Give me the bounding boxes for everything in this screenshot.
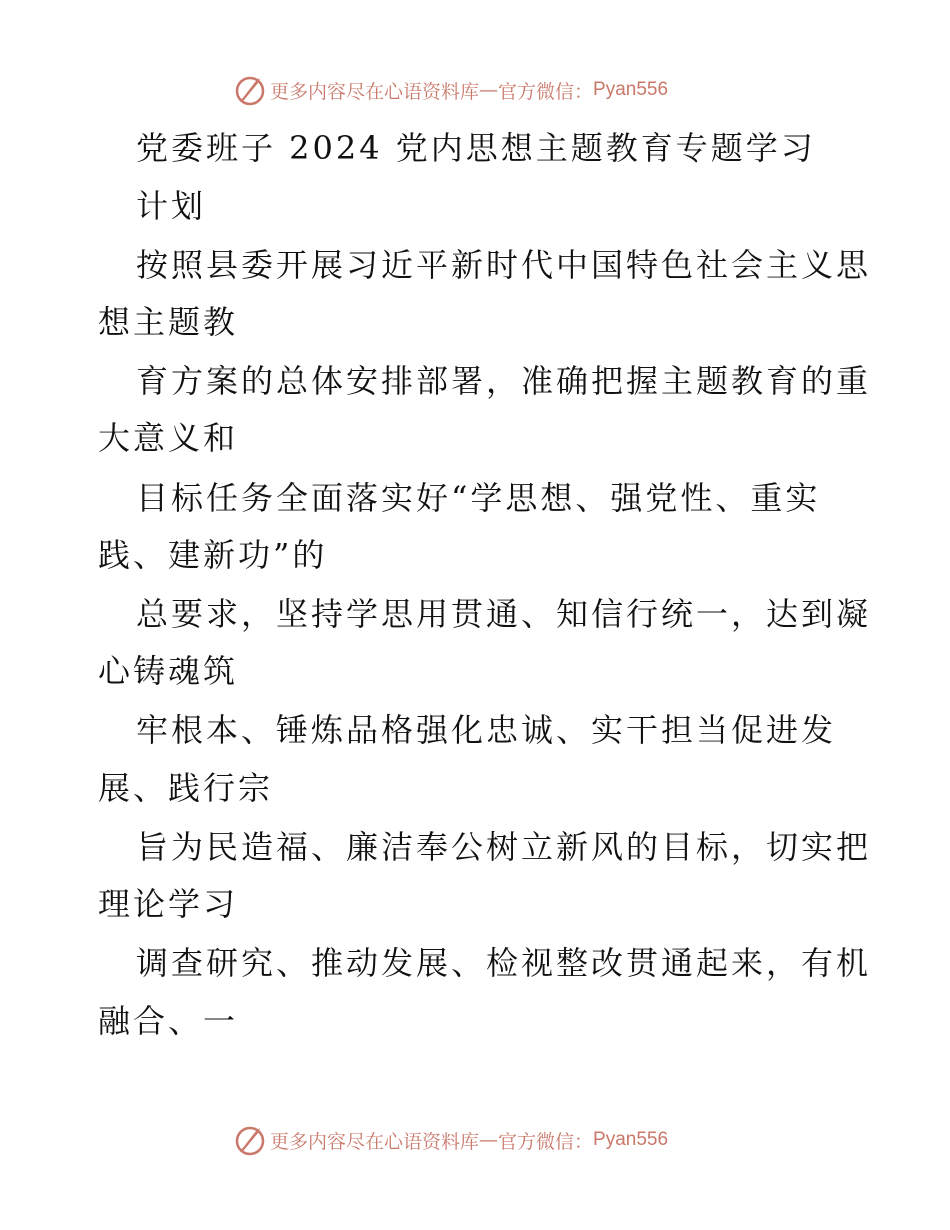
paragraph-line: 理论学习 [98,885,239,923]
header-banner [232,70,668,110]
banner-dash: — [479,1129,499,1151]
quill-pen-logo-icon [232,72,268,108]
document-title-line-2: 计划 [136,187,207,225]
paragraph-line: 育方案的总体安排部署，准确把握主题教育的重 [136,362,872,400]
document-title-line-1: 党委班子 2024 党内思想主题教育专题学习 [136,129,816,167]
paragraph-line: 牢根本、锤炼品格强化忠诚、实干担当促进发 [136,711,837,749]
official-wechat-label: 官方微信： [498,80,594,103]
paragraph-line: 按照县委开展习近平新时代中国特色社会主义思 [136,246,872,284]
banner-dash: — [479,79,499,101]
library-text: 更多内容尽在心语资料库 [270,1130,480,1153]
paragraph-line: 践、建新功”的 [98,536,328,574]
paragraph-line: 展、践行宗 [98,769,274,807]
library-text: 更多内容尽在心语资料库 [270,80,480,103]
footer-banner [232,1120,668,1160]
paragraph-line: 总要求，坚持学思用贯通、知信行统一，达到凝 [136,595,872,633]
paragraph-line: 旨为民造福、廉洁奉公树立新风的目标，切实把 [136,828,872,866]
wechat-id: Pyan556 [593,1129,669,1150]
paragraph-line: 目标任务全面落实好“学思想、强党性、重实 [136,479,821,517]
paragraph-line: 心铸魂筑 [98,652,239,690]
wechat-id: Pyan556 [593,79,669,100]
paragraph-line: 融合、一 [98,1002,239,1040]
paragraph-line: 调查研究、推动发展、检视整改贯通起来，有机 [136,944,872,982]
official-wechat-label: 官方微信： [498,1130,594,1153]
paragraph-line: 大意义和 [98,419,239,457]
quill-pen-logo-icon [232,1122,268,1158]
paragraph-line: 想主题教 [98,303,239,341]
